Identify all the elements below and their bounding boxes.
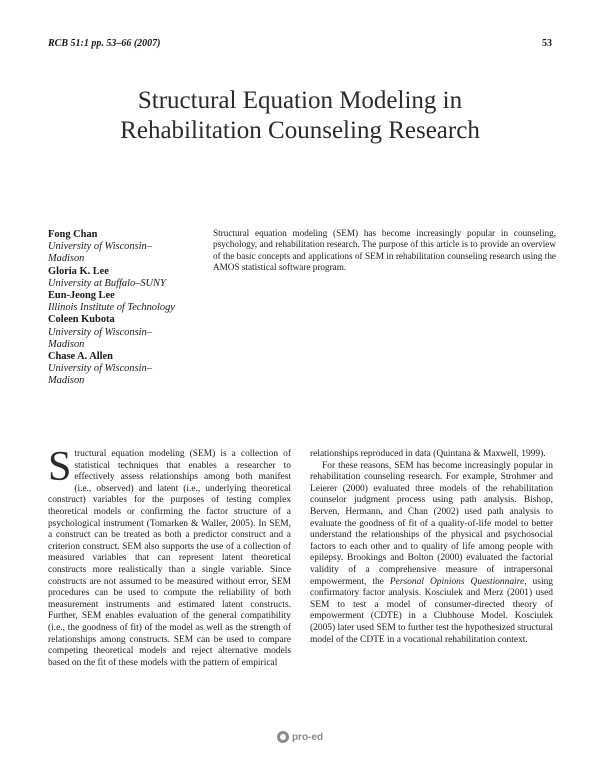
author-affiliation: Madison	[48, 375, 85, 387]
author-name: Gloria K. Lee	[48, 265, 109, 277]
publisher-logo	[0, 731, 600, 743]
body-paragraph	[310, 461, 553, 647]
journal-reference: RCB 51:1 pp. 53–66 (2007)	[48, 38, 161, 49]
publisher-logo-text: pro-ed	[291, 731, 324, 743]
author-name: Eun-Jeong Lee	[48, 290, 115, 302]
author-affiliation: Madison	[48, 338, 85, 350]
author-name: Chase A. Allen	[48, 351, 113, 363]
drop-cap: S	[48, 444, 72, 490]
body-paragraph	[48, 444, 291, 669]
author-affiliation: Illinois Institute of Technology	[48, 302, 175, 314]
paragraph-text: For these reasons, SEM has become increasingly popular in rehabilitation counseling research. For example, Strohmer and Leierer (2000) evaluated three models of the rehabilitation counselor judgment process using path analysis. Bishop, Berven, Hermann, and Chan (2002) used path analysis to evaluate the goodness of fit of a quality-of-life model to better understand the relationships of the physical and psychosocial factors to each other and to quality of life among people with epilepsy. Brookings and Bolton (2000) evaluated the factorial validity of a comprehensive measure of intrapersonal empowerment, the	[310, 460, 553, 587]
abstract: Structural equation modeling (SEM) has become increasingly popular in counseling, psychology, and rehabilitation research. The purpose of this article is to provide an overview of the basic concepts and applications of SEM in rehabilitation counseling research using the AMOS statistical software program.	[213, 228, 556, 272]
author-affiliation: University of Wisconsin–	[48, 363, 152, 375]
body-column-right	[310, 449, 553, 646]
paragraph-text: , using confirmatory factor analysis. Kosciulek and Merz (2001) used SEM to test a model of consumer-directed theory of empowerment (CDTE) in a Clubhouse Model. Kosciulek (2005) later used SEM to further test the hypothesized structural model of the CDTE in a vocational rehabilitation context.	[310, 576, 554, 645]
instrument-title: Personal Opinions Questionnaire	[389, 576, 525, 587]
author-affiliation: University at Buffalo–SUNY	[48, 277, 166, 289]
author-affiliation: University of Wisconsin–	[48, 326, 152, 338]
author-list	[48, 229, 208, 388]
body-paragraph: relationships reproduced in data (Quintana & Maxwell, 1999).	[310, 449, 546, 459]
paragraph-text: tructural equation modeling (SEM) is a collection of statistical techniques that enables a researcher to effectively assess relationships among both manifest (i.e., observed) and latent (i.e., underlying theoretical construct) variables for the purposes of testing complex theoretical models or confirming the factor structure of a psychological instrument (Tomarken & Waller, 2005). In SEM, a construct can be treated as both a predictor construct and a criterion construct. SEM also supports the use of a collection of measured variables that can represent latent theoretical constructs more realistically than a single variable. Since constructs are not assumed to be measured without error, SEM procedures can be used to compute the reliability of both measurement instruments and estimated latent constructs. Further, SEM enables evaluation of the general compatibility (i.e., the goodness of fit) of the model as well as the strength of relationships among constructs. SEM can be used to compare competing theoretical models and reject alternative models based on the fit of these models with the pattern of empirical	[48, 449, 291, 668]
author-affiliation: University of Wisconsin–	[48, 241, 152, 253]
page-number: 53	[542, 38, 552, 49]
article-title	[40, 86, 560, 146]
pro-ed-circle-logo-icon	[277, 731, 289, 743]
running-header	[48, 38, 552, 52]
title-line-2: Rehabilitation Counseling Research	[120, 117, 480, 144]
body-column-left	[48, 444, 291, 669]
author-name: Coleen Kubota	[48, 314, 115, 326]
title-line-1: Structural Equation Modeling in	[137, 87, 463, 114]
author-name: Fong Chan	[48, 229, 98, 240]
article-body	[48, 444, 554, 709]
author-affiliation: Madison	[48, 253, 85, 265]
